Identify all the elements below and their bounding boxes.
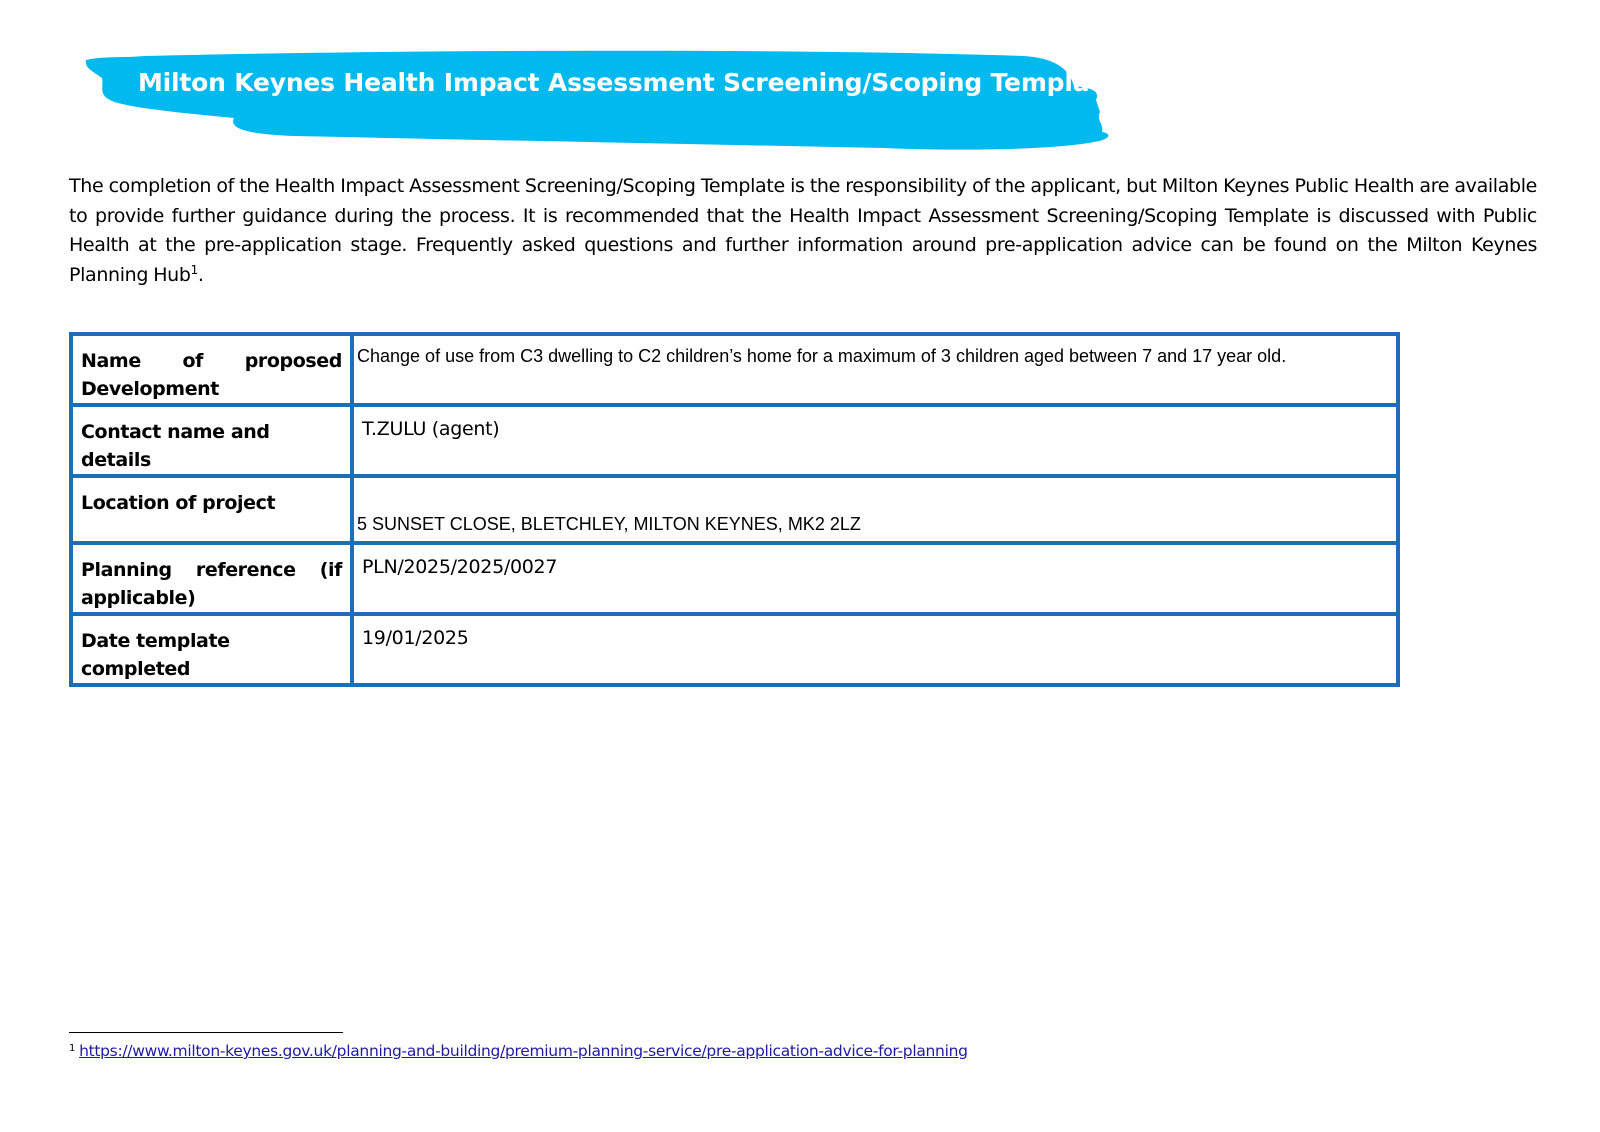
label-date-completed: Date template completed xyxy=(71,614,352,685)
intro-end: . xyxy=(197,263,204,286)
intro-paragraph xyxy=(69,172,1537,290)
intro-text: The completion of the Health Impact Assessment Screening/Scoping Template is the responsibility of the applicant, but Milton Keynes Public Health are available to provide further guidance during the process. It is recommended that the Health Impact Assessment Screening/Scoping Template is discussed with Public Health at the pre-application stage. Frequently asked questions and further information around pre-application advice can be found on the Milton Keynes Planning Hub xyxy=(69,175,1537,286)
footnote xyxy=(69,1042,968,1060)
cell-contact xyxy=(352,405,1398,476)
cell-date-completed xyxy=(352,614,1398,685)
footnote-separator xyxy=(69,1032,343,1033)
footnote-reference[interactable]: 1 xyxy=(190,262,198,277)
footnote-number: 1 xyxy=(69,1043,76,1054)
label-planning-reference: Planning reference (if applicable) xyxy=(71,543,352,614)
page-title: Milton Keynes Health Impact Assessment Screening/Scoping Template xyxy=(138,68,1118,97)
value-location: 5 SUNSET CLOSE, BLETCHLEY, MILTON KEYNES, MK2 2LZ xyxy=(357,514,861,534)
value-planning-reference: PLN/2025/2025/0027 xyxy=(362,556,558,578)
footnote-link[interactable]: https://www.milton-keynes.gov.uk/planning-and-building/premium-planning-service/pre-application-advice-for-planning xyxy=(79,1042,968,1060)
value-contact: T.ZULU (agent) xyxy=(362,418,500,440)
cell-planning-reference xyxy=(352,543,1398,614)
label-contact: Contact name and details xyxy=(71,405,352,476)
title-banner xyxy=(84,48,1136,156)
brush-stroke-shape xyxy=(84,48,1136,156)
table-row xyxy=(71,334,1398,405)
label-location: Location of project xyxy=(71,476,352,543)
table-row xyxy=(71,614,1398,685)
table-row xyxy=(71,476,1398,543)
value-date-completed: 19/01/2025 xyxy=(362,627,469,649)
table-row xyxy=(71,405,1398,476)
cell-development-name xyxy=(352,334,1398,405)
table-row xyxy=(71,543,1398,614)
value-development-name: Change of use from C3 dwelling to C2 children’s home for a maximum of 3 children aged between 7 and 17 year old. xyxy=(357,346,1287,366)
label-development-name: Name of proposed Development xyxy=(71,334,352,405)
project-details-table xyxy=(69,332,1400,687)
cell-location xyxy=(352,476,1398,543)
